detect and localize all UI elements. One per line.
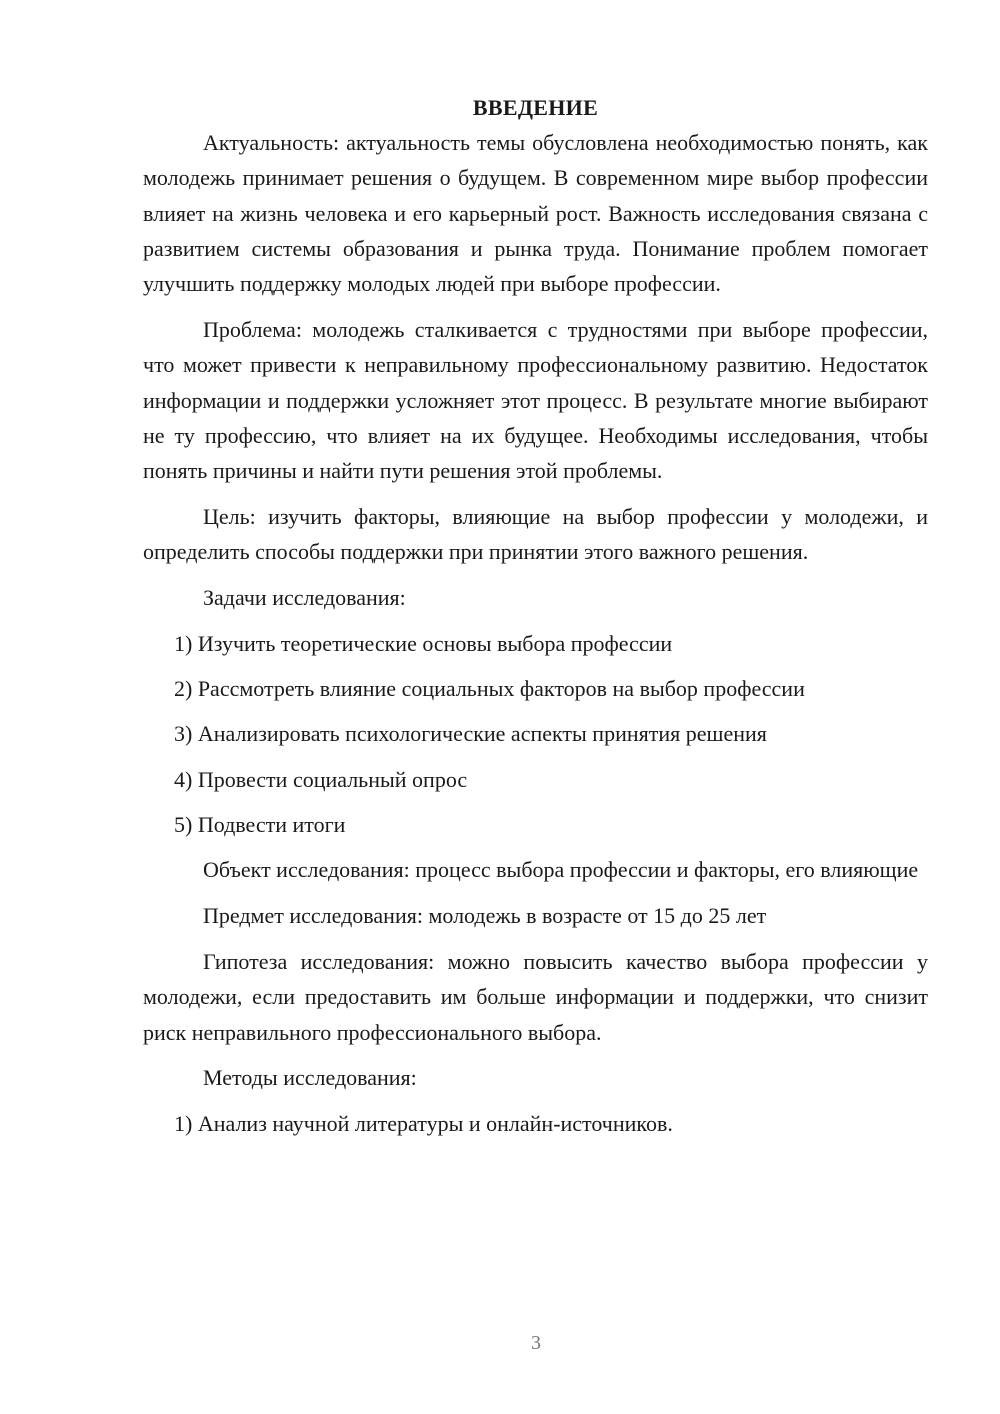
methods-list: [143, 1106, 928, 1141]
subject-paragraph: Предмет исследования: молодежь в возрасте от 15 до 25 лет: [203, 903, 767, 929]
section-title: ВВЕДЕНИЕ: [472, 95, 599, 120]
object-paragraph: Объект исследования: процесс выбора профессии и факторы, его влияющие: [203, 857, 919, 883]
page-number: 3: [531, 1332, 541, 1354]
document-page: [143, 90, 928, 1151]
problem-paragraph: Проблема: молодежь сталкивается с трудностями при выборе профессии, что может привести к неправильному профессиональному развитию. Недостаток информации и поддержки усложняет этот процесс. В результате многие выбирают не ту профессию, что влияет на их будущее. Необходимы исследования, чтобы понять причины и найти пути решения этой проблемы.: [143, 316, 928, 484]
hypothesis-paragraph: Гипотеза исследования: можно повысить качество выбора профессии у молодежи, если предоставить им больше информации и поддержки, что снизит риск неправильного профессионального выбора.: [143, 948, 928, 1045]
task-item: 4) Провести социальный опрос: [174, 766, 468, 792]
task-item: 2) Рассмотреть влияние социальных факторов на выбор профессии: [174, 676, 805, 702]
methods-heading: Методы исследования:: [203, 1065, 417, 1091]
task-item: 1) Изучить теоретические основы выбора профессии: [174, 630, 673, 656]
relevance-paragraph: Актуальность: актуальность темы обусловлена необходимостью понять, как молодежь принимает решения о будущем. В современном мире выбор профессии влияет на жизнь человека и его карьерный рост. Важность исследования связана с развитием системы образования и рынка труда. Понимание проблем помогает улучшить поддержку молодых людей при выборе профессии.: [143, 130, 928, 297]
task-item: 3) Анализировать психологические аспекты принятия решения: [174, 721, 767, 747]
method-item: 1) Анализ научной литературы и онлайн-источников.: [174, 1111, 673, 1137]
goal-paragraph: Цель: изучить факторы, влияющие на выбор профессии у молодежи, и определить способы поддержки при принятии этого важного решения.: [143, 503, 928, 565]
tasks-list: [143, 626, 928, 842]
task-item: 5) Подвести итоги: [174, 812, 346, 838]
tasks-heading: Задачи исследования:: [203, 585, 406, 611]
